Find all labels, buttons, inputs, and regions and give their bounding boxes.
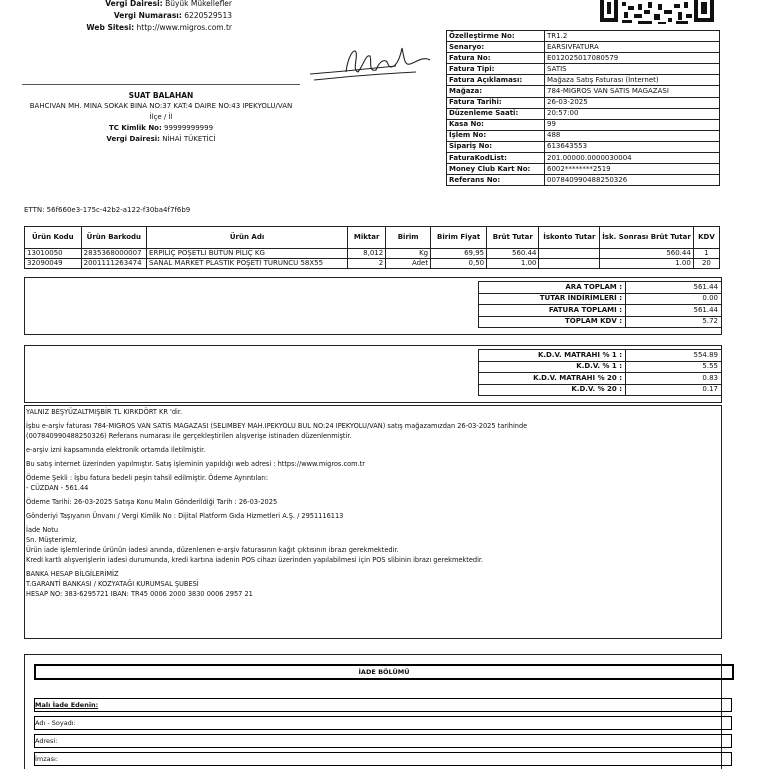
invoice-info-key: Kasa No:: [447, 119, 545, 130]
invoice-info-value: 26-03-2025: [545, 97, 720, 108]
table-cell: 69,95: [431, 249, 487, 259]
note-line: Ödeme Tarihi: 26-03-2025 Satışa Konu Malın Gönderildiği Tarih : 26-03-2025: [26, 498, 278, 506]
items-column-header: İsk. Sonrası Brüt Tutar: [600, 227, 694, 249]
items-column-header: İskonto Tutar: [539, 227, 600, 249]
table-cell: 560.44: [600, 249, 694, 259]
buyer-separator: [22, 84, 300, 85]
table-cell: 560.44: [487, 249, 539, 259]
vat-row: [479, 361, 722, 373]
vat-row: [479, 373, 722, 385]
seller-tax-number: Vergi Numarası: 6220529513: [113, 11, 232, 20]
total-label: TUTAR İNDİRİMLERİ :: [479, 293, 626, 305]
items-column-header: Ürün Barkodu: [81, 227, 146, 249]
invoice-info-value: 007840990488250326: [545, 175, 720, 186]
return-section-title: İADE BÖLÜMÜ: [34, 664, 734, 680]
invoice-info-row: [447, 175, 720, 186]
invoice-info-row: [447, 42, 720, 53]
invoice-info-key: Senaryo:: [447, 42, 545, 53]
qr-code: [598, 0, 718, 26]
note-line: İşbu e-arşiv faturası 784-MIGROS VAN SATIS MAGAZASI (SELIMBEY MAH.IPEKYOLU BUL NO:24 IPEKYOLU/VAN) satış mağazamızdan 26-03-2025 tarihinde: [26, 422, 528, 430]
table-cell: 8,012: [348, 249, 386, 259]
invoice-info-row: [447, 153, 720, 164]
note-line: - CÜZDAN - 561.44: [26, 484, 89, 492]
vat-label: K.D.V. MATRAHI % 1 :: [479, 350, 626, 362]
signature-image: [306, 42, 442, 86]
total-row: [479, 316, 722, 328]
invoice-info-value: EARSIVFATURA: [545, 42, 720, 53]
invoice-info-value: TR1.2: [545, 31, 720, 42]
note-line: YALNIZ BEŞYÜZALTMIŞBİR TL KIRKDÖRT KR 'dir.: [26, 408, 183, 416]
table-cell: 1.00: [600, 259, 694, 269]
total-label: FATURA TOPLAMI :: [479, 305, 626, 317]
invoice-info-key: Fatura Açıklaması:: [447, 75, 545, 86]
buyer-name: SUAT BALAHAN: [128, 91, 194, 100]
note-line: BANKA HESAP BİLGİLERİMİZ: [26, 570, 119, 578]
invoice-info-value: 99: [545, 119, 720, 130]
table-cell: [539, 249, 600, 259]
note-line: (007840990488250326) Referans numarası ile gerçekleştirilen alışverişe istinaden düzenlenmiştir.: [26, 432, 352, 440]
return-name-field: Adı - Soyadı:: [34, 716, 732, 730]
invoice-info-value: 6002********2519: [545, 164, 720, 175]
return-returner-label: Malı İade Edenin:: [34, 698, 732, 712]
invoice-info-row: [447, 64, 720, 75]
notes-text: [26, 407, 716, 599]
invoice-info-value: Mağaza Satış Faturası (İnternet): [545, 75, 720, 86]
invoice-info-value: 20:57:00: [545, 108, 720, 119]
invoice-info-key: Referans No:: [447, 175, 545, 186]
invoice-info-value: E012025017080579: [545, 53, 720, 64]
invoice-info-value: 201.00000.0000030004: [545, 153, 720, 164]
items-table: [24, 226, 720, 269]
table-cell: Adet: [386, 259, 431, 269]
seller-website: Web Sitesi: http://www.migros.com.tr: [86, 23, 232, 32]
invoice-info-value: 488: [545, 130, 720, 141]
invoice-info-row: [447, 119, 720, 130]
items-column-header: KDV: [693, 227, 719, 249]
note-line: Gönderiyi Taşıyanın Ünvanı / Vergi Kimlik No : Dijital Platform Gıda Hizmetleri A.Ş. / 2951116113: [26, 512, 344, 520]
table-cell: 1: [693, 249, 719, 259]
note-line: e-arşiv izni kapsamında elektronik ortamda iletilmiştir.: [26, 446, 206, 454]
table-cell: 2835368000007: [81, 249, 146, 259]
items-column-header: Birim Fiyat: [431, 227, 487, 249]
invoice-info-row: [447, 75, 720, 86]
total-row: [479, 305, 722, 317]
buyer-address: BAHCIVAN MH. MINA SOKAK BINA NO:37 KAT:4 DAIRE NO:43 IPEKYOLU/VAN: [29, 102, 293, 110]
table-cell: Kg: [386, 249, 431, 259]
note-line: Kredi kartlı alışverişlerin iadesi durumunda, kredi kartına iadenin POS cihazı üzerinden yapılabilmesi için POS slibinin ibrazı gerekmektedir.: [26, 556, 484, 564]
total-row: [479, 282, 722, 294]
table-cell: [539, 259, 600, 269]
invoice-info-key: Mağaza:: [447, 86, 545, 97]
vat-value: 554.89: [626, 350, 722, 362]
invoice-info-row: [447, 86, 720, 97]
table-cell: 20: [693, 259, 719, 269]
table-cell: 1.00: [487, 259, 539, 269]
vat-label: K.D.V. % 20 :: [479, 384, 626, 396]
table-cell: 32090049: [25, 259, 82, 269]
table-cell: 2001111263474: [81, 259, 146, 269]
invoice-info-row: [447, 31, 720, 42]
invoice-info-key: Fatura No:: [447, 53, 545, 64]
vat-value: 5.55: [626, 361, 722, 373]
total-value: 561.44: [626, 282, 722, 294]
invoice-info-key: FaturaKodList:: [447, 153, 545, 164]
vat-table: [478, 349, 722, 396]
total-value: 5.72: [626, 316, 722, 328]
ettn: ETTN: 56f660e3-175c-42b2-a122-f30ba4f7f6b9: [24, 206, 191, 214]
seller-tax-office: Vergi Dairesi: Büyük Mükellefler: [105, 0, 232, 8]
buyer-block: [22, 90, 300, 145]
invoice-info-key: Fatura Tipi:: [447, 64, 545, 75]
invoice-info-key: İşlem No:: [447, 130, 545, 141]
invoice-info-row: [447, 97, 720, 108]
items-column-header: Brüt Tutar: [487, 227, 539, 249]
total-value: 561.44: [626, 305, 722, 317]
total-value: 0.00: [626, 293, 722, 305]
table-cell: SANAL MARKET PLASTİK POŞETİ TURUNCU 58X55: [147, 259, 348, 269]
invoice-info-table: [446, 30, 720, 186]
total-row: [479, 293, 722, 305]
invoice-info-key: Özelleştirme No:: [447, 31, 545, 42]
return-signature-field: İmzası:: [34, 752, 732, 766]
table-cell: ERPİLİÇ POŞETLİ BÜTÜN PİLİÇ KG: [147, 249, 348, 259]
note-line: Sn. Müşterimiz,: [26, 536, 77, 544]
invoice-info-value: 613643553: [545, 141, 720, 152]
note-line: Bu satış internet üzerinden yapılmıştır. Satış işleminin yapıldığı web adresi : https://www.migros.com.tr: [26, 460, 365, 468]
buyer-tax-office: Vergi Dairesi: NİHAİ TÜKETİCİ: [106, 135, 216, 143]
vat-value: 0.17: [626, 384, 722, 396]
invoice-info-row: [447, 53, 720, 64]
table-row: [25, 259, 720, 269]
note-line: Ödeme Şekli : İşbu fatura bedeli peşin tahsil edilmiştir. Ödeme Ayrıntıları:: [26, 474, 269, 482]
invoice-info-value: SATIS: [545, 64, 720, 75]
invoice-info-key: Sipariş No:: [447, 141, 545, 152]
note-line: Ürün iade işlemlerinde ürünün iadesi anında, düzenlenen e-arşiv faturasının kağıt çıktısının ibrazı gerekmektedir.: [26, 546, 399, 554]
invoice-info-row: [447, 141, 720, 152]
items-column-header: Miktar: [348, 227, 386, 249]
vat-row: [479, 384, 722, 396]
vat-label: K.D.V. % 1 :: [479, 361, 626, 373]
table-cell: 13010050: [25, 249, 82, 259]
buyer-district: İlçe / İl: [149, 113, 173, 121]
vat-row: [479, 350, 722, 362]
invoice-info-key: Düzenleme Saati:: [447, 108, 545, 119]
note-line: T.GARANTİ BANKASI / KOZYATAĞI KURUMSAL ŞUBESİ: [26, 580, 199, 588]
invoice-info-row: [447, 108, 720, 119]
total-label: TOPLAM KDV :: [479, 316, 626, 328]
invoice-info-row: [447, 164, 720, 175]
items-column-header: Birim: [386, 227, 431, 249]
note-line: İade Notu: [26, 526, 59, 534]
invoice-info-row: [447, 130, 720, 141]
invoice-info-value: 784-MIGROS VAN SATIS MAGAZASI: [545, 86, 720, 97]
note-line: HESAP NO: 383-6295721 IBAN: TR45 0006 2000 3830 0006 2957 21: [26, 590, 253, 598]
table-cell: 0,50: [431, 259, 487, 269]
vat-value: 0.83: [626, 373, 722, 385]
items-column-header: Ürün Kodu: [25, 227, 82, 249]
buyer-tc: TC Kimlik No: 99999999999: [108, 124, 214, 132]
items-column-header: Ürün Adı: [147, 227, 348, 249]
return-address-field: Adresi:: [34, 734, 732, 748]
table-row: [25, 249, 720, 259]
vat-label: K.D.V. MATRAHI % 20 :: [479, 373, 626, 385]
totals-table: [478, 281, 722, 328]
invoice-info-key: Money Club Kart No:: [447, 164, 545, 175]
invoice-info-key: Fatura Tarihi:: [447, 97, 545, 108]
table-cell: 2: [348, 259, 386, 269]
total-label: ARA TOPLAM :: [479, 282, 626, 294]
